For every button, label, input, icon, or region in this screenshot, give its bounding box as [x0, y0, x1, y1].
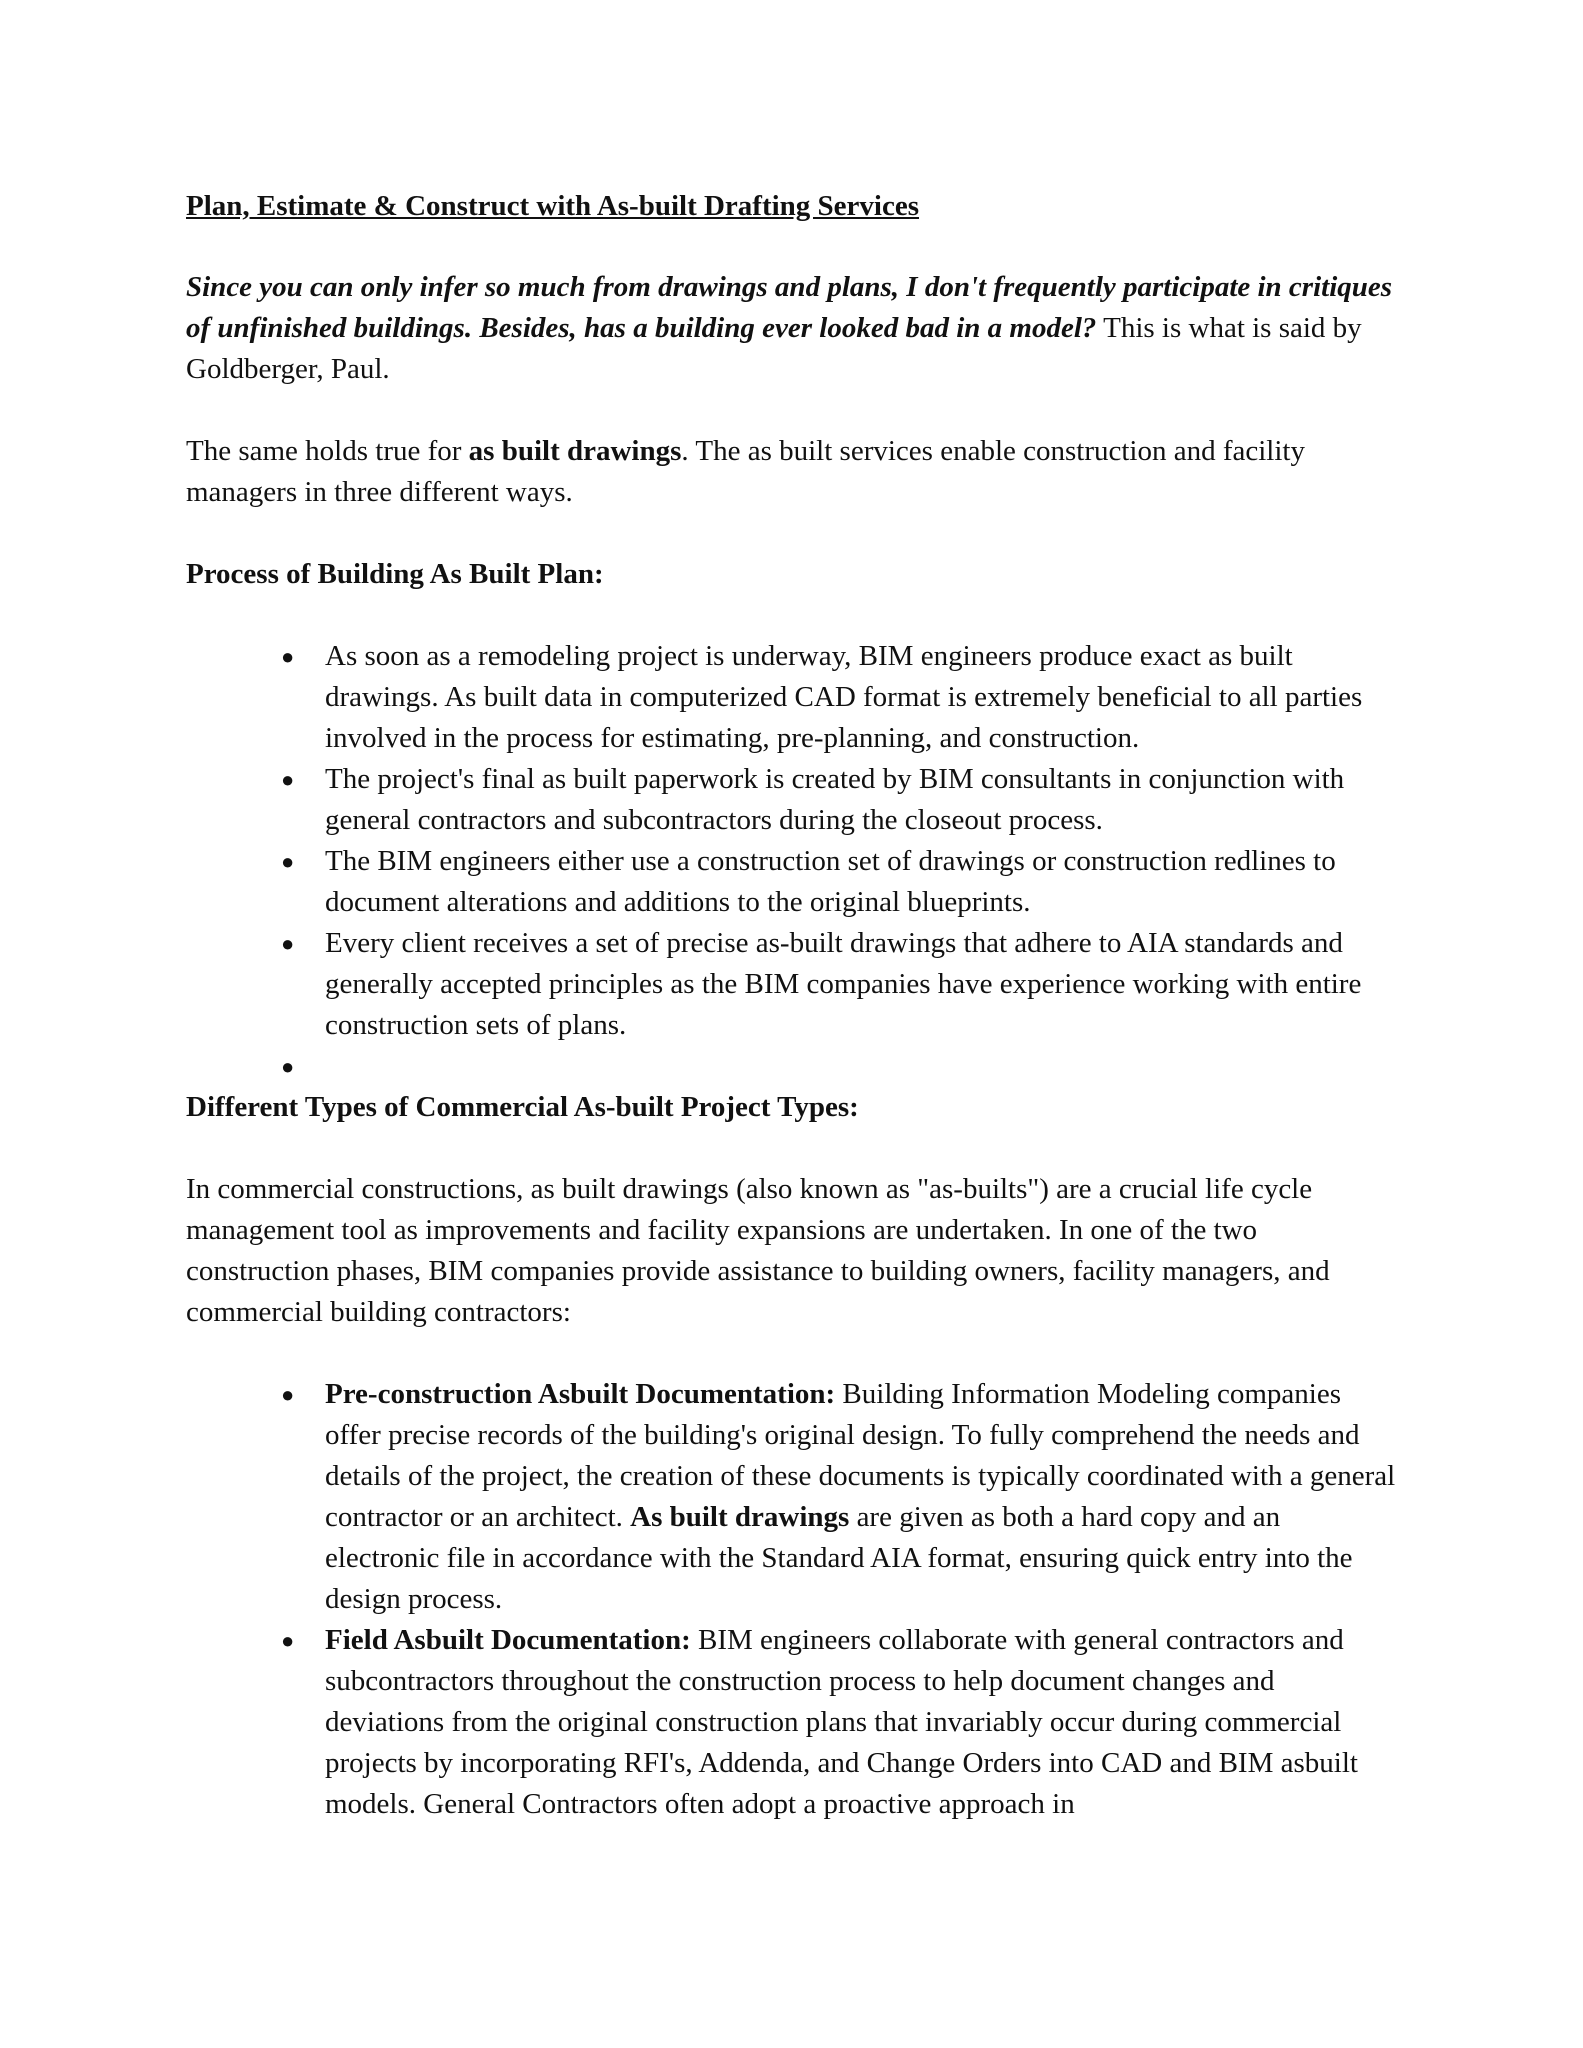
quote-attribution: This is what is said by Goldberger, Paul.	[186, 312, 1362, 385]
process-list	[186, 636, 1400, 1087]
list-item	[186, 841, 1400, 923]
document-body	[186, 186, 1400, 1825]
bullet-icon: ●	[281, 849, 295, 874]
intro-before: The same holds true for	[186, 435, 469, 467]
list-item-text: Building Information Modeling companies offer precise records of the building's original design. To fully comprehend the needs and details of the project, the creation of these documents is typically coordinated with a general contractor or an architect.	[325, 1378, 1396, 1533]
list-item-text: Every client receives a set of precise as-built drawings that adhere to AIA standards and generally accepted principles as the BIM companies have experience working with entire construction sets of plans.	[325, 927, 1362, 1041]
types-list	[186, 1374, 1400, 1825]
list-item	[186, 1374, 1400, 1620]
document-title: Plan, Estimate & Construct with As-built Drafting Services	[186, 190, 920, 222]
list-item-label: Field Asbuilt Documentation:	[325, 1624, 691, 1656]
list-item	[186, 923, 1400, 1046]
section-heading-types: Different Types of Commercial As-built Project Types:	[186, 1091, 859, 1123]
bullet-icon: ●	[281, 1054, 295, 1079]
list-item-bold: As built drawings	[630, 1501, 850, 1533]
list-item	[186, 759, 1400, 841]
intro-bold: as built drawings	[468, 435, 682, 467]
bullet-icon: ●	[281, 1382, 295, 1407]
bullet-icon: ●	[281, 644, 295, 669]
list-item-text-end: are given as both a hard copy and an electronic file in accordance with the Standard AIA format, ensuring quick entry into the design process.	[325, 1501, 1353, 1615]
list-item-label: Pre-construction Asbuilt Documentation:	[325, 1378, 836, 1410]
empty-list-item	[186, 1046, 1400, 1087]
list-item-text: The BIM engineers either use a construction set of drawings or construction redlines to document alterations and additions to the original blueprints.	[325, 845, 1336, 918]
types-paragraph: In commercial constructions, as built drawings (also known as "as-builts") are a crucial life cycle management tool as improvements and facility expansions are undertaken. In one of the two construction phases, BIM companies provide assistance to building owners, facility managers, and commercial building contractors:	[186, 1173, 1330, 1328]
bullet-icon: ●	[281, 1628, 295, 1653]
quote-text: Since you can only infer so much from drawings and plans, I don't frequently participate in critiques of unfinished buildings. Besides, has a building ever looked bad in a model?	[186, 271, 1393, 344]
bullet-icon: ●	[281, 931, 295, 956]
list-item	[186, 636, 1400, 759]
intro-after: . The as built services enable construction and facility managers in three different ways.	[186, 435, 1305, 508]
quote-paragraph	[186, 267, 1400, 390]
list-item-text: As soon as a remodeling project is underway, BIM engineers produce exact as built drawings. As built data in computerized CAD format is extremely beneficial to all parties involved in the process for estimating, pre-planning, and construction.	[325, 640, 1363, 754]
section-heading-process: Process of Building As Built Plan:	[186, 558, 604, 590]
list-item-text: The project's final as built paperwork is created by BIM consultants in conjunction with general contractors and subcontractors during the closeout process.	[325, 763, 1345, 836]
intro-paragraph	[186, 431, 1400, 513]
list-item	[186, 1620, 1400, 1825]
list-item-text: BIM engineers collaborate with general contractors and subcontractors throughout the construction process to help document changes and deviations from the original construction plans that invariably occur during commercial projects by incorporating RFI's, Addenda, and Change Orders into CAD and BIM asbuilt models. General Contractors often adopt a proactive approach in	[325, 1624, 1358, 1820]
bullet-icon: ●	[281, 767, 295, 792]
